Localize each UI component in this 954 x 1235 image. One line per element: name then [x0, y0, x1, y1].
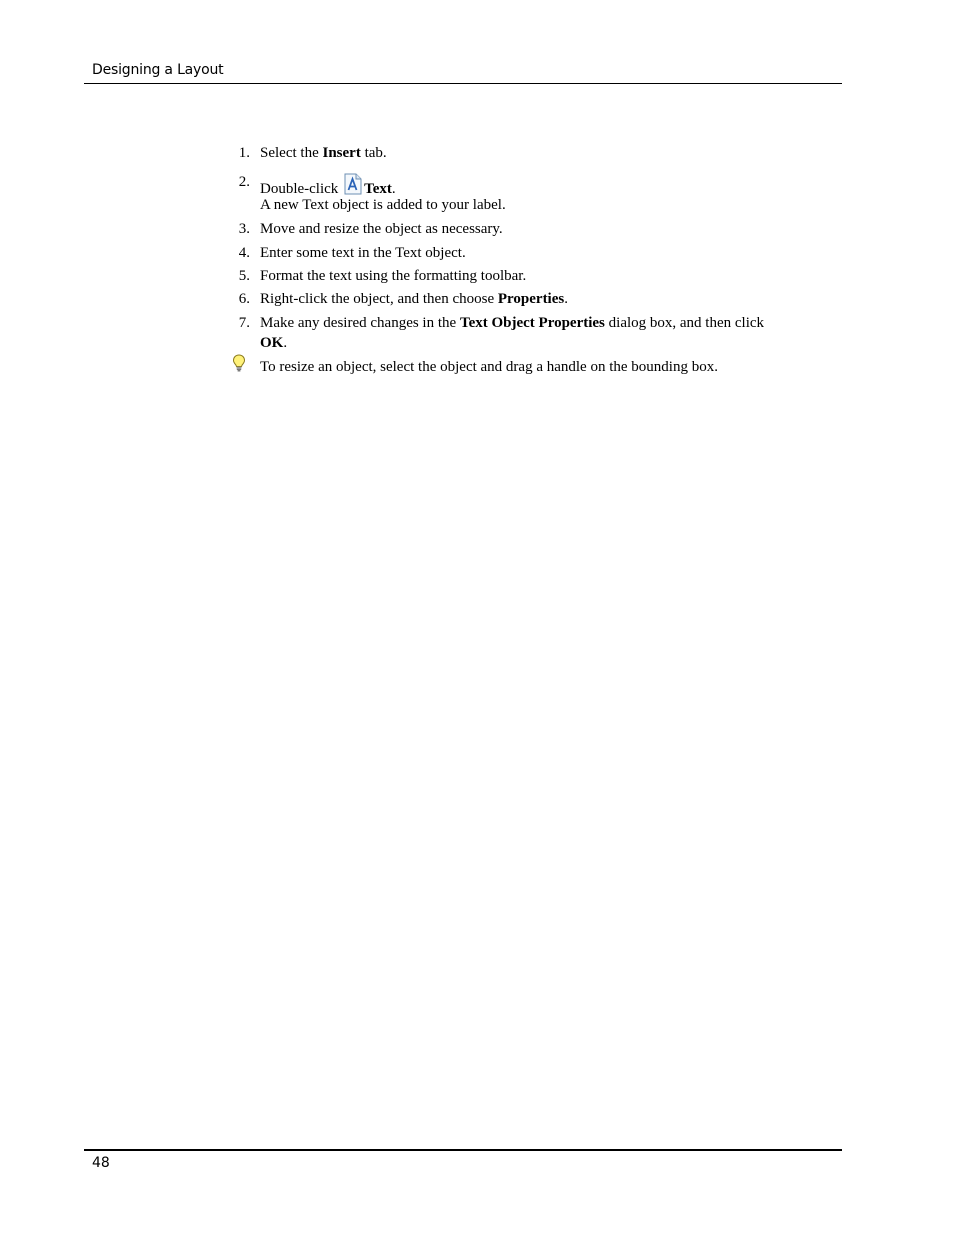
running-header: Designing a Layout	[92, 62, 224, 78]
step-text: Select the Insert tab.	[260, 145, 387, 161]
step-text: Format the text using the formatting toolbar.	[260, 268, 527, 284]
header-rule	[84, 83, 842, 84]
step-7-continuation: OK.	[260, 335, 288, 351]
step-text: Right-click the object, and then choose Properties.	[260, 291, 568, 307]
ui-term-insert: Insert	[322, 145, 361, 161]
step-number: 6.	[238, 291, 250, 307]
ui-term-properties: Properties	[497, 291, 565, 307]
ui-term-text: Text	[364, 181, 392, 197]
step-text: Enter some text in the Text object.	[260, 245, 466, 261]
step-text: Make any desired changes in the Text Object Properties dialog box, and then click	[260, 315, 765, 331]
step-2-note: A new Text object is added to your label.	[260, 197, 506, 213]
step-text: Double-click Text.	[260, 173, 816, 199]
footer-rule	[84, 1149, 842, 1151]
step-number: 2.	[238, 174, 250, 190]
step-number: 5.	[238, 268, 250, 284]
ui-term-text-object-properties: Text Object Properties	[459, 315, 605, 331]
page-number: 48	[92, 1155, 110, 1171]
step-number: 3.	[238, 221, 250, 237]
step-number: 7.	[238, 315, 250, 331]
ui-term-ok: OK	[260, 335, 284, 351]
tip-text: To resize an object, select the object and drag a handle on the bounding box.	[260, 359, 718, 375]
step-number: 1.	[238, 145, 250, 161]
text-object-icon	[344, 173, 362, 195]
step-number: 4.	[238, 245, 250, 261]
lightbulb-icon	[232, 354, 246, 372]
step-text: Move and resize the object as necessary.	[260, 221, 503, 237]
